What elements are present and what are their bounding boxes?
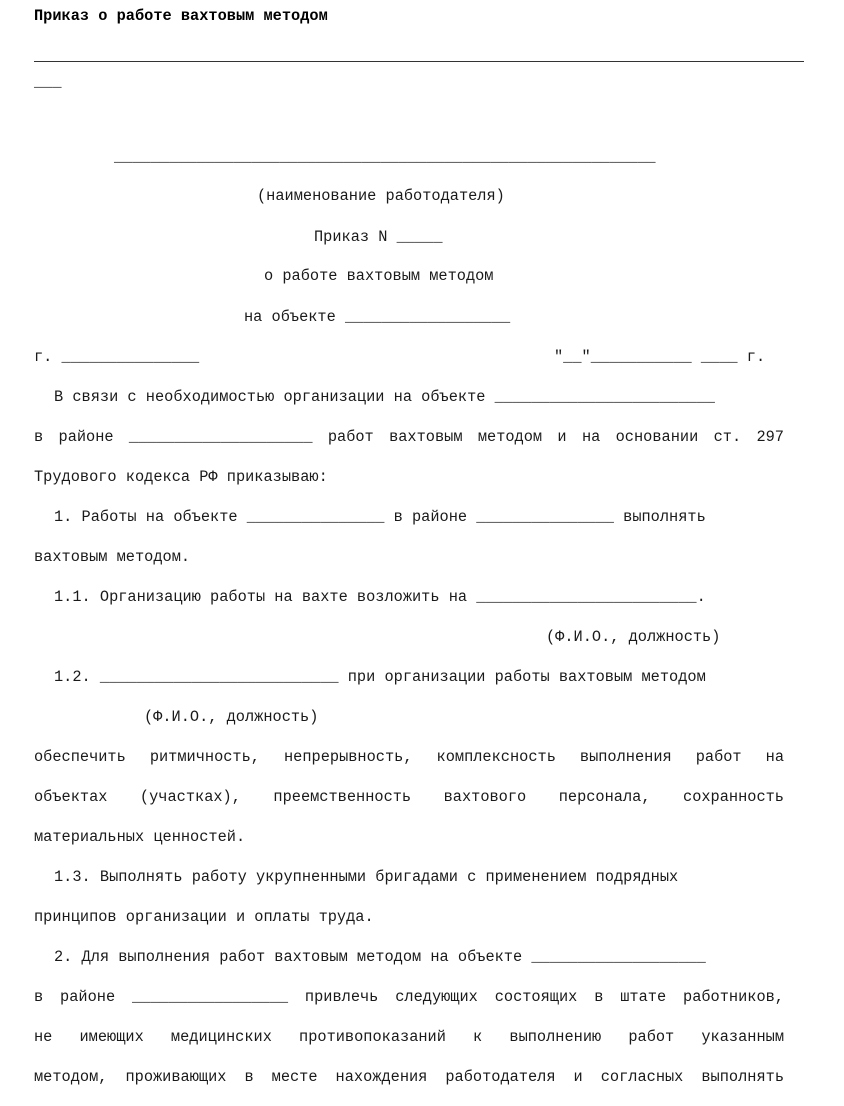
body-line: принципов организации и оплаты труда.: [34, 908, 374, 926]
body-line: объектах (участках), преемственность вахтового персонала, сохранность: [34, 788, 784, 806]
document-title: Приказ о работе вахтовым методом: [34, 7, 328, 25]
order-object: на объекте __________________: [244, 308, 511, 326]
body-line: В связи с необходимостью организации на объекте ________________________: [54, 388, 715, 406]
body-line: 1. Работы на объекте _______________ в районе _______________ выполнять: [54, 508, 706, 526]
body-line: не имеющих медицинских противопоказаний к выполнению работ указанным: [34, 1028, 784, 1046]
order-subject: о работе вахтовым методом: [264, 267, 494, 285]
employer-name-blank: ___________________________________________________________: [114, 148, 656, 166]
field-caption: (Ф.И.О., должность): [546, 628, 721, 646]
field-caption: (Ф.И.О., должность): [144, 708, 319, 726]
body-line: 1.2. __________________________ при организации работы вахтовым методом: [54, 668, 706, 686]
body-line: 2. Для выполнения работ вахтовым методом на объекте ___________________: [54, 948, 706, 966]
divider-tail: ___: [34, 73, 62, 91]
order-date: "__"___________ ____ г.: [554, 348, 766, 366]
body-line: 1.3. Выполнять работу укрупненными бригадами с применением подрядных: [54, 868, 679, 886]
body-line: в районе _________________ привлечь следующих состоящих в штате работников,: [34, 988, 784, 1006]
body-line: материальных ценностей.: [34, 828, 246, 846]
body-line: обеспечить ритмичность, непрерывность, комплексность выполнения работ на: [34, 748, 784, 766]
body-line: в районе ____________________ работ вахтовым методом и на основании ст. 297: [34, 428, 784, 446]
body-line: 1.1. Организацию работы на вахте возложить на ________________________.: [54, 588, 706, 606]
body-line: вахтовым методом.: [34, 548, 191, 566]
employer-caption: (наименование работодателя): [257, 187, 505, 205]
order-number: Приказ N _____: [314, 228, 443, 246]
body-line: Трудового кодекса РФ приказываю:: [34, 468, 328, 486]
order-city: г. _______________: [34, 348, 200, 366]
title-divider: [34, 61, 804, 62]
body-line: методом, проживающих в месте нахождения работодателя и согласных выполнять: [34, 1068, 784, 1086]
